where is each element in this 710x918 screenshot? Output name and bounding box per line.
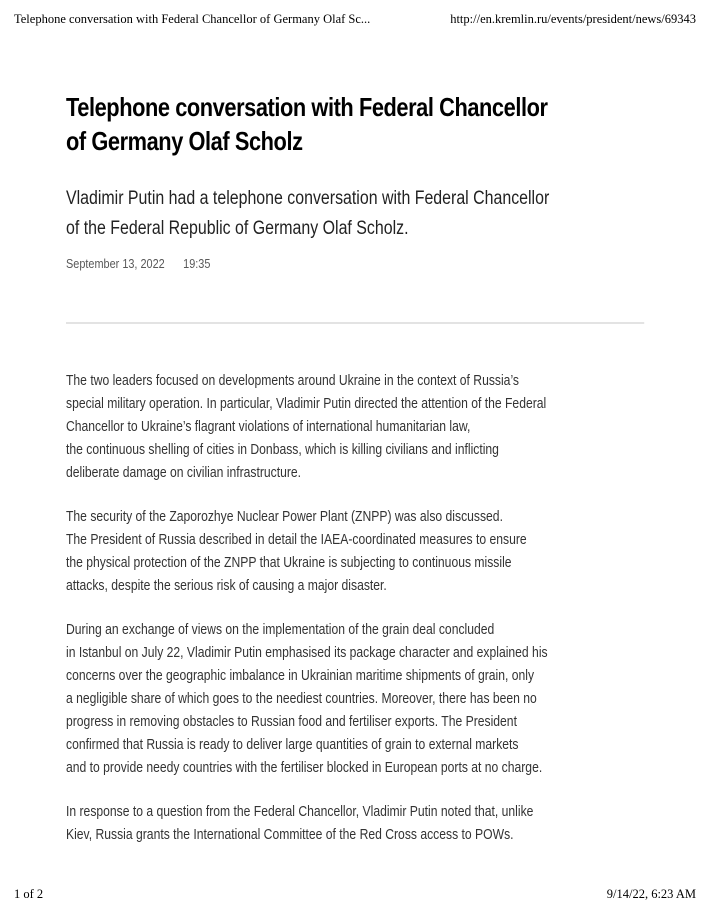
article-lead: Vladimir Putin had a telephone conversation with Federal Chancellor of the Federal Republic of Germany Olaf Scholz.	[66, 188, 550, 239]
article	[66, 0, 644, 868]
article-time: 19:35	[183, 256, 211, 271]
print-header-document-title: Telephone conversation with Federal Chancellor of Germany Olaf Sc...	[14, 12, 371, 26]
section-divider	[66, 322, 644, 324]
print-header-url: http://en.kremlin.ru/events/president/news/69343	[450, 12, 696, 26]
print-timestamp: 9/14/22, 6:23 AM	[606, 887, 696, 901]
article-date: September 13, 2022	[66, 256, 165, 271]
article-paragraph-2: The security of the Zaporozhye Nuclear Power Plant (ZNPP) was also discussed. The President of Russia described in detail the IAEA-coordinated measures to ensure the physical protection of the ZNPP that Ukraine is subjecting to continuous missile attacks, despite the serious risk of causing a major disaster.	[66, 509, 527, 594]
page-number: 1 of 2	[14, 887, 44, 901]
article-dateline	[66, 256, 644, 272]
article-paragraph-1: The two leaders focused on developments around Ukraine in the context of Russia’s special military operation. In particular, Vladimir Putin directed the attention of the Federal Chancellor to Ukraine’s flagrant violations of international humanitarian law, the continuous shelling of cities in Donbass, which is killing civilians and inflicting deliberate damage on civilian infrastructure.	[66, 373, 547, 481]
article-title: Telephone conversation with Federal Chancellor of Germany Olaf Scholz	[66, 92, 548, 156]
print-footer	[14, 887, 696, 902]
article-paragraph-4: In response to a question from the Federal Chancellor, Vladimir Putin noted that, unlike Kiev, Russia grants the International Committee of the Red Cross access to POWs.	[66, 804, 534, 843]
article-paragraph-3: During an exchange of views on the implementation of the grain deal concluded in Istanbul on July 22, Vladimir Putin emphasised its package character and explained his concerns over the geographic imbalance in Ukrainian maritime shipments of grain, only a negligible share of which goes to the neediest countries. Moreover, there has been no progress in removing obstacles to Russian food and fertiliser exports. The President confirmed that Russia is ready to deliver large quantities of grain to external markets and to provide needy countries with the fertiliser blocked in European ports at no charge.	[66, 622, 548, 776]
